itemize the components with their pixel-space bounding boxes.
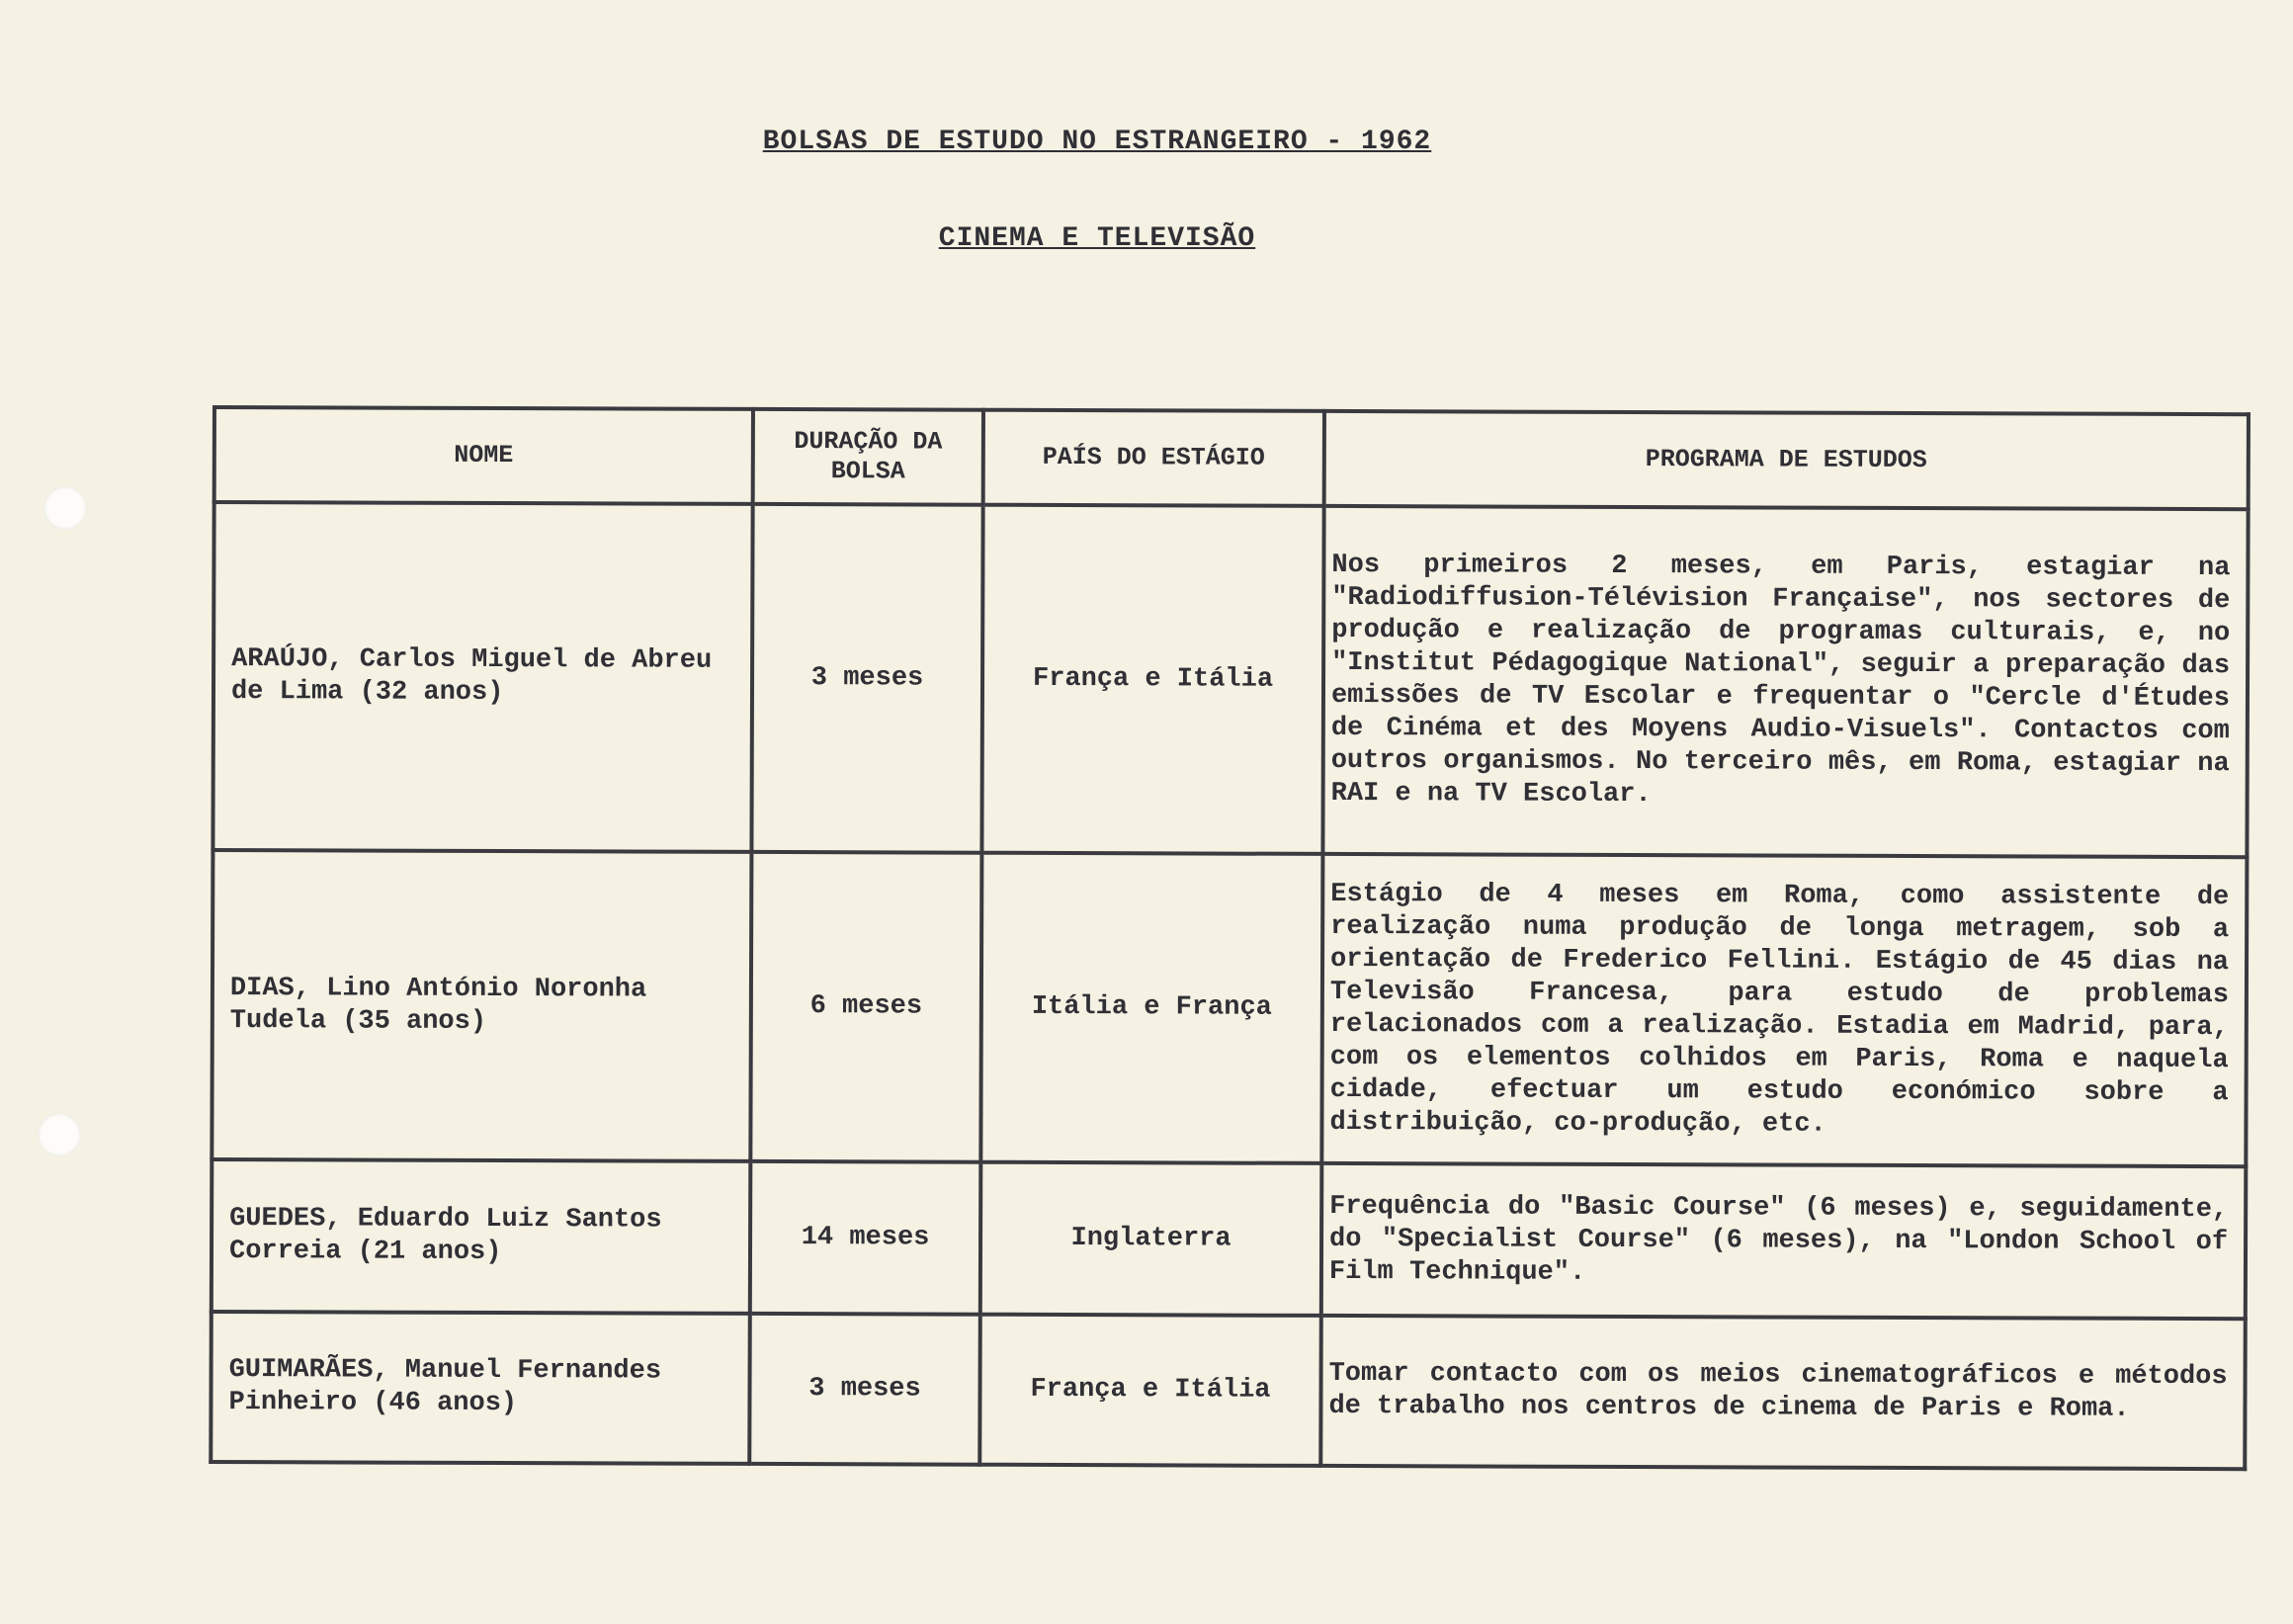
surname: GUIMARÃES (228, 1355, 374, 1386)
cell-program: Nos primeiros 2 meses, em Paris, estagiar na "Radiodiffusion-Télévision Française", nos sectores de produção e realização de programas culturais, e, no "Institut Pédagogique National", seguir a preparação das emissões de TV Escolar e frequentar o "Cercle d'Études de Cinéma et des Moyens Audio-Visuels". Contactos com outros organismos. No terceiro mês, em Roma, estagiar na RAI e na TV Escolar. (1322, 506, 2248, 857)
cell-duration: 6 meses (750, 852, 981, 1162)
document-title: BOLSAS DE ESTUDO NO ESTRANGEIRO - 1962 (762, 127, 1432, 157)
cell-program: Tomar contacto com os meios cinematográficos e métodos de trabalho nos centros de cinema de Paris e Roma. (1320, 1316, 2246, 1469)
cell-program: Frequência do "Basic Course" (6 meses) e, seguidamente, do "Specialist Course" (6 meses), na "London School of Film Technique". (1321, 1163, 2247, 1319)
table-row (212, 850, 2247, 1166)
cell-country: França e Itália (981, 505, 1323, 854)
cell-country: França e Itália (979, 1315, 1321, 1466)
given-name: , Lino António Noronha Tudela (35 anos) (229, 973, 647, 1037)
cell-duration: 3 meses (751, 504, 982, 853)
cell-program: Estágio de 4 meses em Roma, como assistente de realização numa produção de longa metragem, sob a orientação de Frederico Fellini. Estágio de 45 dias na Televisão Francesa, para estudo de problemas relacionados com a realização. Estadia em Madrid, para, com os elementos colhidos em Paris, Roma e naquela cidade, efectuar um estudo económico sobre a distribuição, co-produção, etc. (1321, 854, 2247, 1166)
header-duration: DURAÇÃO DA BOLSA (753, 409, 983, 505)
table-row (211, 1312, 2246, 1469)
header-program: PROGRAMA DE ESTUDOS (1324, 411, 2249, 509)
given-name: , Carlos Miguel de Abreu de Lima (32 anos) (230, 644, 713, 709)
cell-duration: 14 meses (750, 1161, 981, 1315)
cell-name (211, 1312, 750, 1464)
punch-hole-top (43, 486, 87, 530)
punch-hole-bottom (38, 1113, 81, 1156)
document-subtitle: CINEMA E TELEVISÃO (938, 223, 1256, 254)
table-row (212, 502, 2248, 857)
given-name: , Manuel Fernandes Pinheiro (46 anos) (228, 1355, 662, 1419)
surname: GUEDES (229, 1204, 326, 1235)
surname: DIAS (229, 973, 295, 1003)
grants-table (209, 405, 2251, 1471)
table-row (212, 1159, 2247, 1319)
header-country: PAÍS DO ESTÁGIO (983, 410, 1324, 506)
header-name: NOME (214, 407, 753, 504)
table-header-row (214, 407, 2249, 509)
cell-duration: 3 meses (749, 1314, 980, 1465)
surname: ARAÚJO (231, 644, 328, 675)
given-name: , Eduardo Luiz Santos Correia (21 anos) (228, 1204, 662, 1268)
cell-name (212, 1159, 751, 1314)
cell-country: Inglaterra (980, 1162, 1322, 1316)
cell-name (212, 850, 751, 1161)
cell-country: Itália e França (980, 853, 1322, 1163)
cell-name (212, 502, 752, 852)
